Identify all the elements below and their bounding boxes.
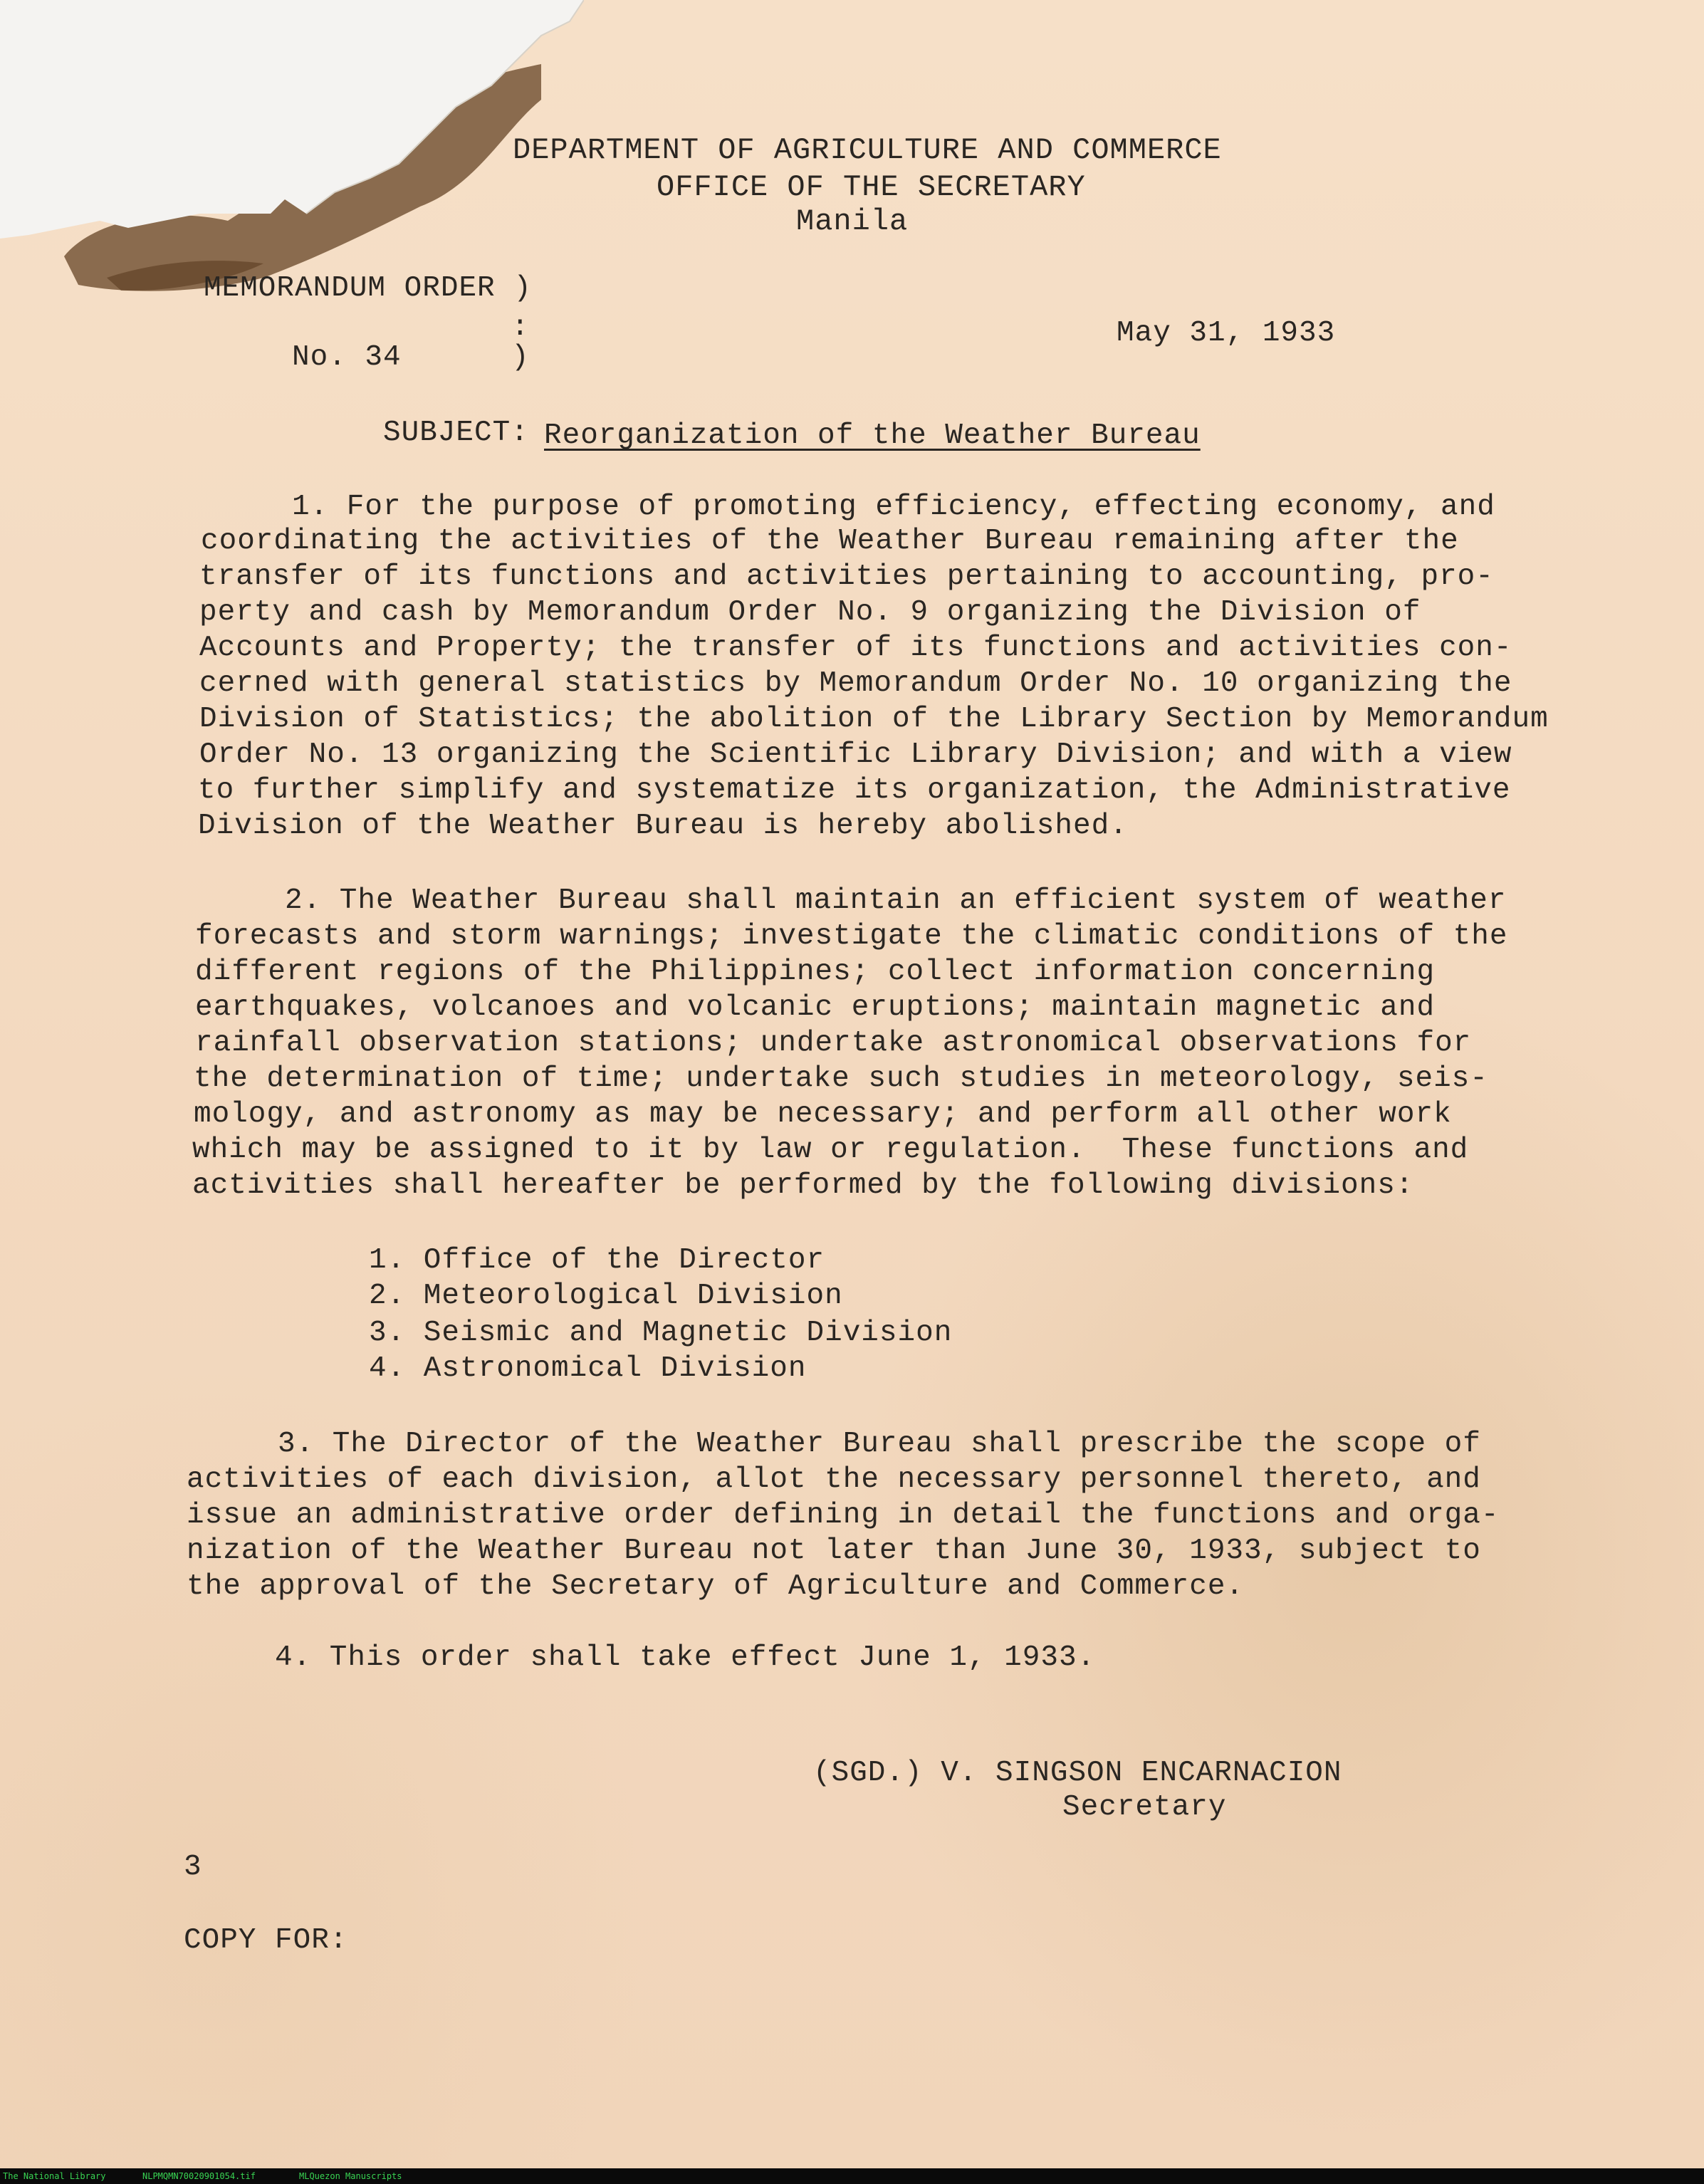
para2-line: which may be assigned to it by law or regulation. These functions and <box>192 1134 1469 1166</box>
memo-number: No. 34 <box>292 341 402 374</box>
memo-colon-mark: : <box>511 311 530 344</box>
para2-line: the determination of time; undertake such studies in meteorology, seis- <box>194 1062 1488 1095</box>
para1-line: transfer of its functions and activities pertaining to accounting, pro- <box>199 560 1494 593</box>
para1-line: 1. For the purpose of promoting efficiency, effecting economy, and <box>292 491 1495 523</box>
page-number: 3 <box>184 1851 202 1883</box>
para1-line: to further simplify and systematize its organization, the Administrative <box>198 774 1511 807</box>
para1-line: coordinating the activities of the Weather Bureau remaining after the <box>201 525 1459 558</box>
footer-collection: MLQuezon Manuscripts <box>299 2171 402 2181</box>
para2-line: activities shall hereafter be performed by the following divisions: <box>192 1169 1414 1202</box>
memo-order-label: MEMORANDUM ORDER ) <box>204 272 532 305</box>
para1-line: cerned with general statistics by Memorandum Order No. 10 organizing the <box>199 667 1512 700</box>
division-item: 1. Office of the Director <box>369 1244 825 1277</box>
header-department: DEPARTMENT OF AGRICULTURE AND COMMERCE <box>513 133 1222 167</box>
subject-label: SUBJECT: <box>383 417 529 449</box>
para4-line: 4. This order shall take effect June 1, 1933. <box>275 1641 1096 1674</box>
para3-line: issue an administrative order defining in detail the functions and orga- <box>187 1499 1500 1532</box>
para3-line: nization of the Weather Bureau not later than June 30, 1933, subject to <box>187 1535 1481 1567</box>
division-item: 4. Astronomical Division <box>369 1352 807 1385</box>
para2-line: different regions of the Philippines; collect information concerning <box>195 956 1436 988</box>
subject-text: Reorganization of the Weather Bureau <box>544 419 1201 452</box>
para1-line: Division of Statistics; the abolition of the Library Section by Memorandum <box>199 703 1549 736</box>
memo-paren-close: ) <box>511 341 530 374</box>
header-office: OFFICE OF THE SECRETARY <box>657 170 1086 204</box>
para2-line: 2. The Weather Bureau shall maintain an efficient system of weather <box>285 884 1507 917</box>
para1-line: Order No. 13 organizing the Scientific Library Division; and with a view <box>199 738 1512 771</box>
para3-line: the approval of the Secretary of Agriculture and Commerce. <box>187 1570 1245 1603</box>
signature-title: Secretary <box>1062 1791 1227 1824</box>
division-item: 3. Seismic and Magnetic Division <box>369 1317 953 1349</box>
para3-line: activities of each division, allot the necessary personnel thereto, and <box>187 1463 1481 1496</box>
torn-corner <box>0 0 584 242</box>
footer-library: The National Library <box>3 2171 106 2181</box>
memo-date: May 31, 1933 <box>1117 317 1336 350</box>
para2-line: mology, and astronomy as may be necessary; and perform all other work <box>194 1098 1452 1131</box>
division-item: 2. Meteorological Division <box>369 1280 843 1312</box>
para2-line: earthquakes, volcanoes and volcanic eruptions; maintain magnetic and <box>195 991 1436 1024</box>
signature-name: (SGD.) V. SINGSON ENCARNACION <box>813 1757 1342 1789</box>
footer-filename: NLPMQMN70020901054.tif <box>142 2171 256 2181</box>
para2-line: rainfall observation stations; undertake astronomical observations for <box>195 1027 1472 1060</box>
para1-line: perty and cash by Memorandum Order No. 9 organizing the Division of <box>199 596 1421 629</box>
para3-line: 3. The Director of the Weather Bureau shall prescribe the scope of <box>278 1428 1481 1461</box>
para1-line: Division of the Weather Bureau is hereby abolished. <box>198 810 1128 842</box>
copy-for-label: COPY FOR: <box>184 1924 348 1957</box>
header-city: Manila <box>796 204 909 239</box>
para1-line: Accounts and Property; the transfer of its functions and activities con- <box>199 632 1512 664</box>
para2-line: forecasts and storm warnings; investigate the climatic conditions of the <box>195 920 1508 953</box>
